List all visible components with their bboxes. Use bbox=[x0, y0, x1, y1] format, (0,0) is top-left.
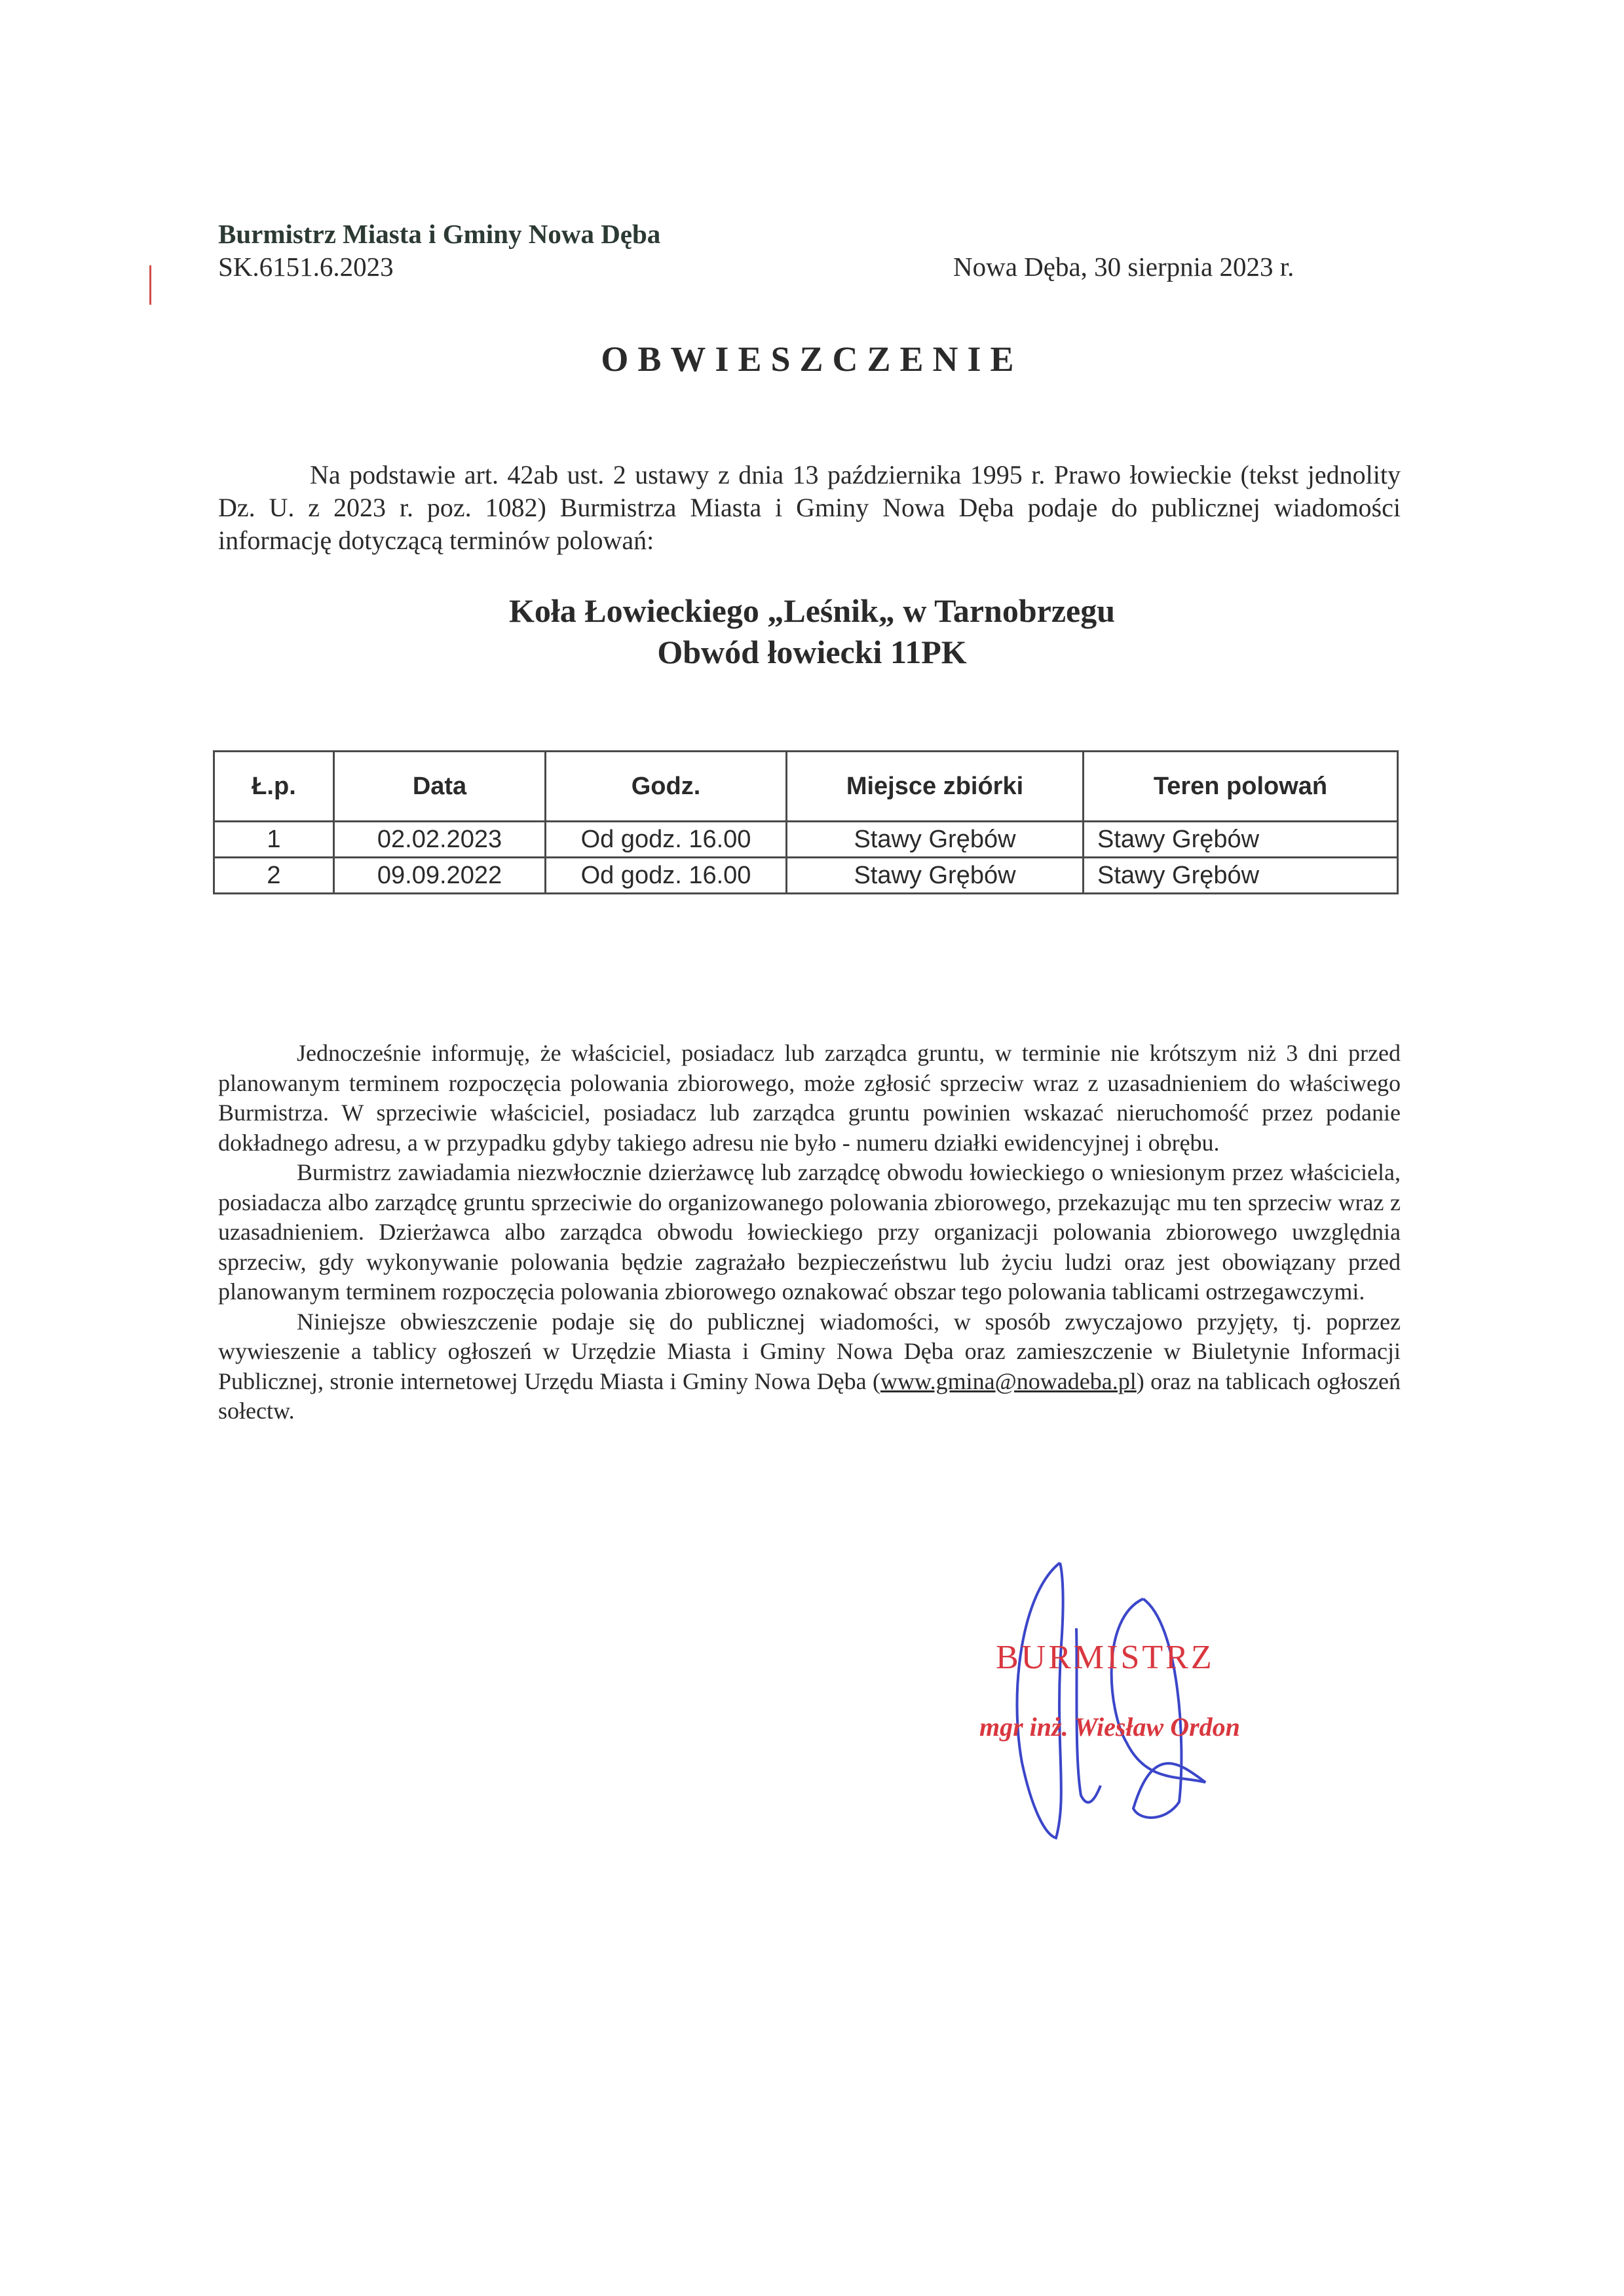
stamp-signatory-name: mgr inż. Wiesław Ordon bbox=[979, 1712, 1240, 1742]
table-row bbox=[214, 858, 1398, 894]
hunting-schedule-table bbox=[213, 750, 1399, 894]
scan-artifact bbox=[149, 265, 151, 305]
cell-date: 09.09.2022 bbox=[334, 858, 546, 894]
cell-meeting-place: Stawy Grębów bbox=[787, 822, 1084, 858]
header-meeting-place: Miejsce zbiórki bbox=[787, 752, 1084, 822]
hunting-club-name: Koła Łowieckiego „Leśnik„ w Tarnobrzegu bbox=[508, 592, 1116, 629]
handwritten-signature bbox=[983, 1546, 1291, 1848]
stamp-title: BURMISTRZ bbox=[996, 1639, 1215, 1676]
intro-text: Na podstawie art. 42ab ust. 2 ustawy z dnia 13 października 1995 r. Prawo łowieckie (tekst jednolity Dz. U. z 2023 r. poz. 1082) Burmistrza Miasta i Gminy Nowa Dęba podaje do publicznej wiadomości informację dotyczącą terminów polowań: bbox=[218, 460, 1401, 555]
cell-lp: 2 bbox=[214, 858, 334, 894]
notification-paragraph: Burmistrz zawiadamia niezwłocznie dzierżawcę lub zarządcę obwodu łowieckiego o wniesionym przez właściciela, posiadacza albo zarządcę gruntu sprzeciwie do organizowanego polowania zbiorowego, przekazując mu ten sprzeciw wraz z uzasadnieniem. Dzierżawca albo zarządca obwodu łowieckiego przy organizacji polowania zbiorowego uwzględnia sprzeciw, gdy wykonywanie polowania będzie zagrażało bezpieczeństwu lub życiu ludzi oraz jest obowiązany przed planowanym terminem rozpoczęcia polowania zbiorowego oznakować obszar tego polowania tablicami ostrzegawczymi. bbox=[218, 1159, 1401, 1305]
publication-paragraph: Niniejsze obwieszczenie podaje się do publicznej wiadomości, w sposób zwyczajowo przyjęty, tj. poprzez wywieszenie a tablicy ogłoszeń w Urzędzie Miasta i Gminy Nowa Dęba oraz zamieszczenie w Biuletynie Informacji Publicznej, stronie internetowej Urzędu Miasta i Gminy Nowa Dęba (www.gmina@nowadeba.pl) oraz na tablicach ogłoszeń sołectw. bbox=[218, 1308, 1401, 1424]
website-link[interactable]: www.gmina@nowadeba.pl bbox=[880, 1368, 1137, 1394]
table-header-row bbox=[214, 752, 1398, 822]
header-time: Godz. bbox=[546, 752, 787, 822]
cell-date: 02.02.2023 bbox=[334, 822, 546, 858]
header-date: Data bbox=[334, 752, 546, 822]
issuing-office: Burmistrz Miasta i Gminy Nowa Dęba bbox=[218, 219, 661, 249]
cell-time: Od godz. 16.00 bbox=[546, 858, 787, 894]
place-and-date: Nowa Dęba, 30 sierpnia 2023 r. bbox=[953, 252, 1294, 282]
header-hunting-area: Teren polowań bbox=[1084, 752, 1398, 822]
signature-stroke bbox=[1017, 1563, 1063, 1838]
body-section bbox=[218, 1039, 1401, 1426]
cell-hunting-area: Stawy Grębów bbox=[1084, 858, 1398, 894]
hunting-district: Obwód łowiecki 11PK bbox=[657, 634, 967, 670]
table-row bbox=[214, 822, 1398, 858]
intro-paragraph bbox=[218, 459, 1401, 557]
cell-meeting-place: Stawy Grębów bbox=[787, 858, 1084, 894]
document-title: OBWIESZCZENIE bbox=[601, 339, 1023, 379]
signature-stroke bbox=[1112, 1599, 1205, 1818]
cell-lp: 1 bbox=[214, 822, 334, 858]
cell-hunting-area: Stawy Grębów bbox=[1084, 822, 1398, 858]
cell-time: Od godz. 16.00 bbox=[546, 822, 787, 858]
reference-number: SK.6151.6.2023 bbox=[218, 252, 394, 282]
objection-paragraph: Jednocześnie informuję, że właściciel, posiadacz lub zarządca gruntu, w terminie nie krótszym niż 3 dni przed planowanym terminem rozpoczęcia polowania zbiorowego, może zgłosić sprzeciw wraz z uzasadnieniem do właściwego Burmistrza. W sprzeciwie właściciel, posiadacz lub zarządca gruntu powinien wskazać nieruchomość przez podanie dokładnego adresu, a w przypadku gdyby takiego adresu nie było - numeru działki ewidencyjnej i obrębu. bbox=[218, 1040, 1401, 1156]
header-lp: Ł.p. bbox=[214, 752, 334, 822]
